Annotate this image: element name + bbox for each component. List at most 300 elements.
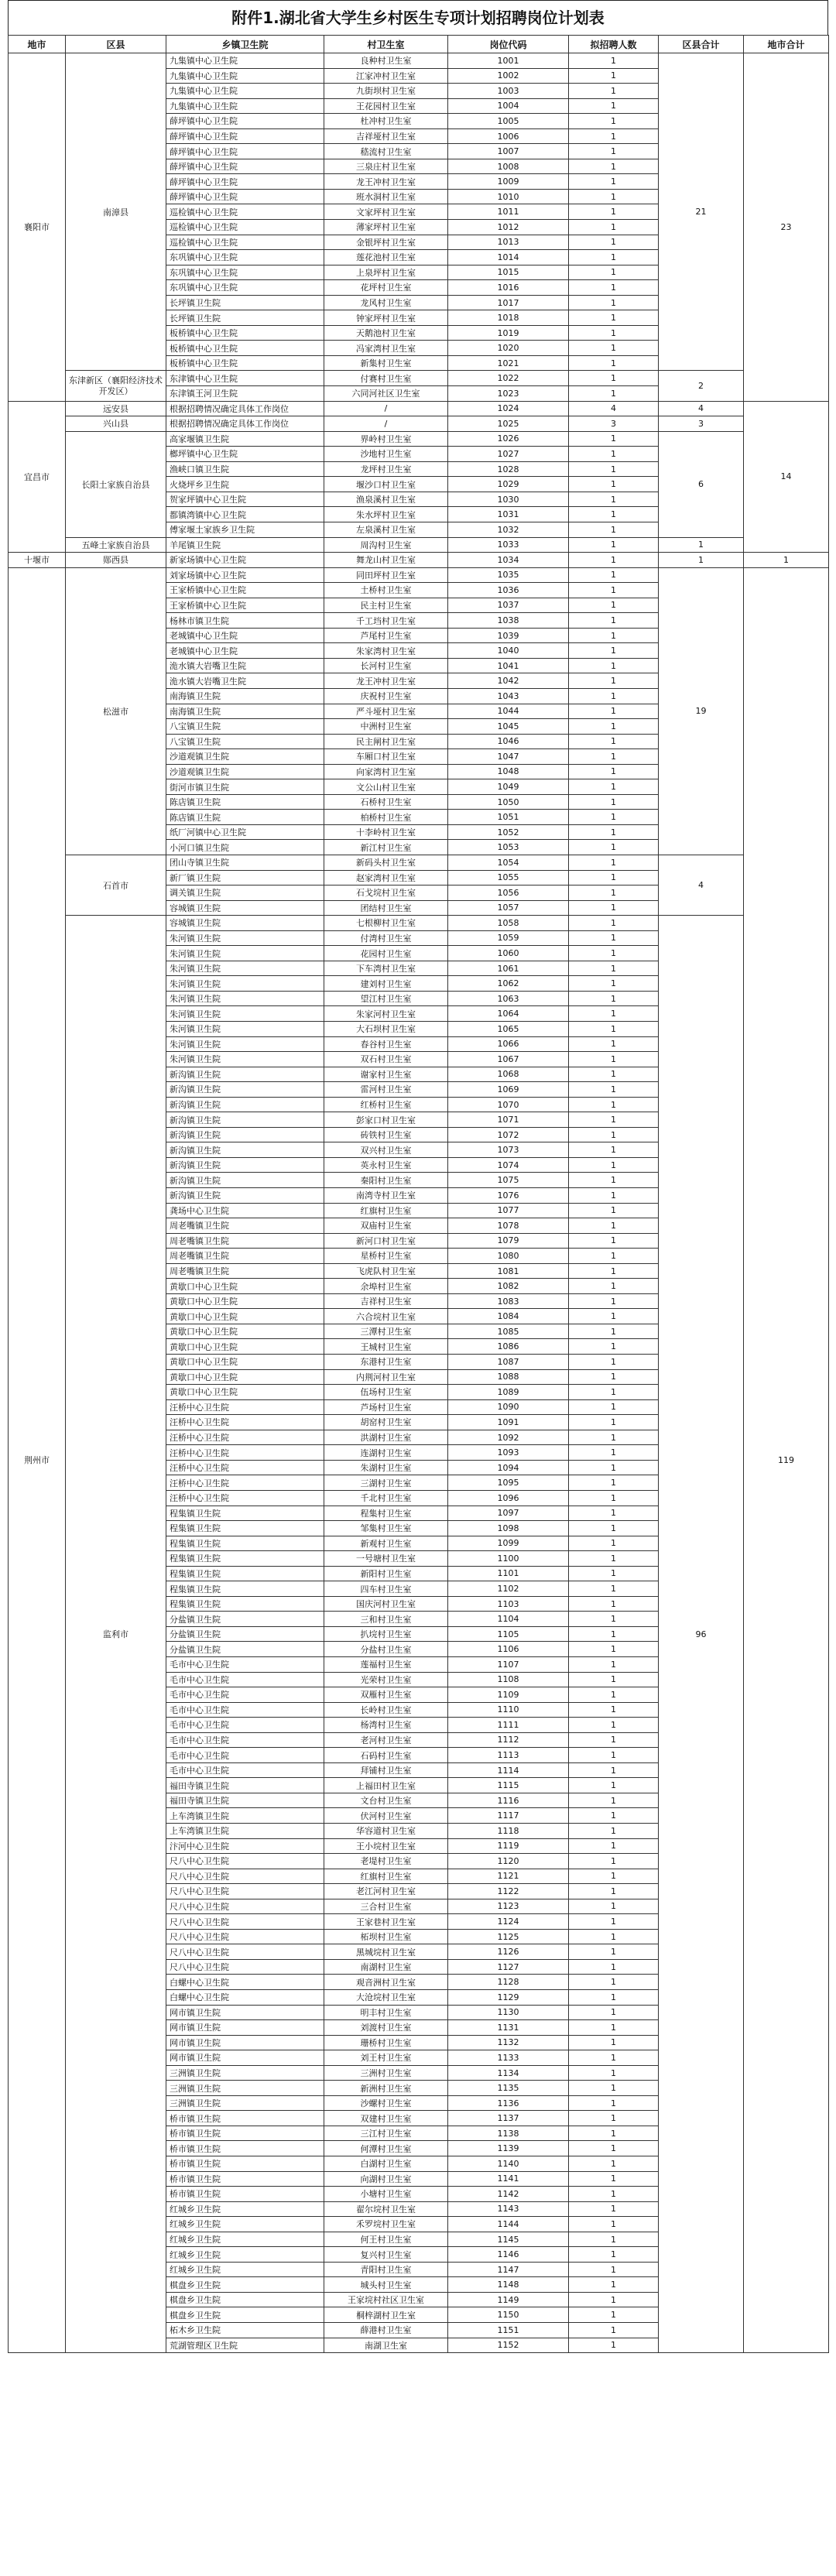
hire-count-cell: 1 [569,1279,659,1294]
township-cell: 程集镇卫生院 [166,1551,324,1567]
township-cell: 东巩镇中心卫生院 [166,265,324,280]
county-cell: 郧西县 [66,553,166,568]
recruitment-table [8,35,829,2353]
header-row [9,36,829,53]
township-cell: 白螺中心卫生院 [166,1975,324,1990]
hire-count-cell: 1 [569,567,659,583]
hire-count-cell: 1 [569,930,659,946]
village-clinic-cell: 观音洲村卫生室 [324,1975,448,1990]
village-clinic-cell: 朱湖村卫生室 [324,1460,448,1475]
post-code-cell: 1142 [448,2187,569,2202]
hire-count-cell: 1 [569,1036,659,1052]
hire-count-cell: 1 [569,1914,659,1930]
village-clinic-cell: 冯家湾村卫生室 [324,341,448,356]
township-cell: 巡检镇中心卫生院 [166,235,324,250]
village-clinic-cell: 龙王冲村卫生室 [324,673,448,689]
header-county-total: 区县合计 [659,36,744,53]
hire-count-cell: 1 [569,477,659,492]
village-clinic-cell: 珊桥村卫生室 [324,2035,448,2050]
hire-count-cell: 1 [569,628,659,643]
village-clinic-cell: 双建村卫生室 [324,2111,448,2126]
post-code-cell: 1070 [448,1097,569,1112]
township-cell: 黄歇口中心卫生院 [166,1339,324,1355]
village-clinic-cell: 砖铁村卫生室 [324,1127,448,1142]
township-cell: 新沟镇卫生院 [166,1112,324,1128]
township-cell: 薛坪镇中心卫生院 [166,159,324,174]
township-cell: 红城乡卫生院 [166,2247,324,2263]
township-cell: 老城镇中心卫生院 [166,628,324,643]
hire-count-cell: 1 [569,1793,659,1808]
hire-count-cell: 1 [569,355,659,371]
village-clinic-cell: 赵家湾村卫生室 [324,870,448,886]
post-code-cell: 1058 [448,916,569,931]
post-code-cell: 1056 [448,886,569,901]
hire-count-cell: 1 [569,2232,659,2247]
county-total-cell: 19 [659,567,744,855]
hire-count-cell: 1 [569,855,659,870]
post-code-cell: 1087 [448,1355,569,1370]
hire-count-cell: 1 [569,1990,659,2006]
hire-count-cell: 1 [569,1975,659,1990]
hire-count-cell: 1 [569,764,659,779]
post-code-cell: 1014 [448,250,569,265]
village-clinic-cell: 分盐村卫生室 [324,1642,448,1657]
village-clinic-cell: 程集村卫生室 [324,1506,448,1521]
hire-count-cell: 1 [569,1157,659,1173]
post-code-cell: 1016 [448,280,569,296]
hire-count-cell: 1 [569,1006,659,1022]
village-clinic-cell: 石码村卫生室 [324,1748,448,1763]
hire-count-cell: 1 [569,1506,659,1521]
hire-count-cell: 1 [569,2141,659,2156]
county-cell: 东津新区（襄阳经济技术开发区） [66,371,166,401]
village-clinic-cell: 明丰村卫生室 [324,2005,448,2020]
post-code-cell: 1128 [448,1975,569,1990]
document-title: 附件1.湖北省大学生乡村医生专项计划招聘岗位计划表 [8,0,828,35]
township-cell: 上车湾镇卫生院 [166,1823,324,1838]
post-code-cell: 1082 [448,1279,569,1294]
township-cell: 程集镇卫生院 [166,1581,324,1597]
hire-count-cell: 1 [569,734,659,749]
table-row [9,916,829,931]
header-city: 地市 [9,36,66,53]
village-clinic-cell: 中洲村卫生室 [324,719,448,735]
village-clinic-cell: 六同河社区卫生室 [324,386,448,402]
post-code-cell: 1131 [448,2020,569,2036]
post-code-cell: 1078 [448,1218,569,1234]
village-clinic-cell: 望江村卫生室 [324,991,448,1006]
village-clinic-cell: 一号塘村卫生室 [324,1551,448,1567]
hire-count-cell: 1 [569,2307,659,2323]
village-clinic-cell: 周沟村卫生室 [324,537,448,553]
township-cell: 周老嘴镇卫生院 [166,1249,324,1264]
village-clinic-cell: 英永村卫生室 [324,1157,448,1173]
township-cell: 棋盘乡卫生院 [166,2307,324,2323]
village-clinic-cell: 连湖村卫生室 [324,1445,448,1461]
hire-count-cell: 1 [569,946,659,961]
hire-count-cell: 1 [569,1854,659,1869]
township-cell: 毛市中心卫生院 [166,1718,324,1733]
post-code-cell: 1101 [448,1566,569,1581]
post-code-cell: 1145 [448,2232,569,2247]
hire-count-cell: 1 [569,1869,659,1884]
township-cell: 汪桥中心卫生院 [166,1430,324,1445]
hire-count-cell: 1 [569,1097,659,1112]
post-code-cell: 1001 [448,53,569,69]
post-code-cell: 1117 [448,1808,569,1824]
post-code-cell: 1150 [448,2307,569,2323]
village-clinic-cell: 同田坪村卫生室 [324,567,448,583]
township-cell: 新沟镇卫生院 [166,1173,324,1188]
village-clinic-cell: 伏河村卫生室 [324,1808,448,1824]
document-page [8,0,828,2353]
township-cell: 周老嘴镇卫生院 [166,1233,324,1249]
village-clinic-cell: 王小垸村卫生室 [324,1838,448,1854]
county-cell: 松滋市 [66,567,166,855]
hire-count-cell: 1 [569,976,659,992]
township-cell: 黄歇口中心卫生院 [166,1293,324,1309]
post-code-cell: 1095 [448,1475,569,1491]
post-code-cell: 1143 [448,2201,569,2217]
village-clinic-cell: 薛港村卫生室 [324,2323,448,2338]
township-cell: 板桥镇中心卫生院 [166,325,324,341]
county-cell: 南漳县 [66,53,166,371]
post-code-cell: 1089 [448,1385,569,1400]
township-cell: 九集镇中心卫生院 [166,68,324,84]
village-clinic-cell: 拜铺村卫生室 [324,1762,448,1778]
hire-count-cell: 1 [569,704,659,719]
table-row [9,553,829,568]
township-cell: 东巩镇中心卫生院 [166,250,324,265]
hire-count-cell: 1 [569,522,659,537]
post-code-cell: 1041 [448,658,569,673]
village-clinic-cell: 何王村卫生室 [324,2232,448,2247]
post-code-cell: 1028 [448,461,569,477]
post-code-cell: 1002 [448,68,569,84]
township-cell: 程集镇卫生院 [166,1566,324,1581]
hire-count-cell: 1 [569,1249,659,1264]
table-row [9,567,829,583]
village-clinic-cell: 三潭村卫生室 [324,1324,448,1339]
village-clinic-cell: 彭家口村卫生室 [324,1112,448,1128]
hire-count-cell: 1 [569,84,659,99]
post-code-cell: 1038 [448,613,569,629]
post-code-cell: 1137 [448,2111,569,2126]
village-clinic-cell: 小塘村卫生室 [324,2187,448,2202]
township-cell: 桥市镇卫生院 [166,2187,324,2202]
post-code-cell: 1040 [448,643,569,659]
post-code-cell: 1104 [448,1612,569,1627]
post-code-cell: 1109 [448,1687,569,1703]
village-clinic-cell: 庆祝村卫生室 [324,688,448,704]
post-code-cell: 1099 [448,1536,569,1551]
post-code-cell: 1042 [448,673,569,689]
village-clinic-cell: 钟家坪村卫生室 [324,310,448,326]
township-cell: 巡检镇中心卫生院 [166,220,324,235]
village-clinic-cell: 新观村卫生室 [324,1536,448,1551]
township-cell: 小河口镇卫生院 [166,840,324,855]
post-code-cell: 1090 [448,1399,569,1415]
village-clinic-cell: 土桥村卫生室 [324,583,448,598]
post-code-cell: 1022 [448,371,569,386]
village-clinic-cell: 南湖村卫生室 [324,1959,448,1975]
village-clinic-cell: 洪湖村卫生室 [324,1430,448,1445]
village-clinic-cell: 嵇流村卫生室 [324,144,448,159]
post-code-cell: 1116 [448,1793,569,1808]
village-clinic-cell: 王花园村卫生室 [324,98,448,114]
township-cell: 黄歇口中心卫生院 [166,1355,324,1370]
post-code-cell: 1144 [448,2217,569,2232]
city-total-cell: 23 [744,53,829,402]
post-code-cell: 1004 [448,98,569,114]
post-code-cell: 1133 [448,2050,569,2066]
hire-count-cell: 1 [569,719,659,735]
village-clinic-cell: 黑城垸村卫生室 [324,1944,448,1960]
post-code-cell: 1049 [448,779,569,795]
village-clinic-cell: 扒垸村卫生室 [324,1626,448,1642]
village-clinic-cell: 舞龙山村卫生室 [324,553,448,568]
post-code-cell: 1129 [448,1990,569,2006]
township-cell: 巡检镇中心卫生院 [166,204,324,220]
post-code-cell: 1063 [448,991,569,1006]
hire-count-cell: 1 [569,1355,659,1370]
post-code-cell: 1034 [448,553,569,568]
village-clinic-cell: 双雁村卫生室 [324,1687,448,1703]
post-code-cell: 1132 [448,2035,569,2050]
county-total-cell: 1 [659,553,744,568]
township-cell: 朱河镇卫生院 [166,930,324,946]
post-code-cell: 1023 [448,386,569,402]
township-cell: 薛坪镇中心卫生院 [166,114,324,129]
post-code-cell: 1147 [448,2262,569,2277]
city-cell: 襄阳市 [9,53,66,402]
township-cell: 黄歇口中心卫生院 [166,1279,324,1294]
village-clinic-cell: 班水洞村卫生室 [324,189,448,204]
county-cell: 五峰土家族自治县 [66,537,166,553]
village-clinic-cell: 吉祥垭村卫生室 [324,128,448,144]
hire-count-cell: 1 [569,431,659,447]
hire-count-cell: 1 [569,1642,659,1657]
hire-count-cell: 1 [569,2323,659,2338]
post-code-cell: 1106 [448,1642,569,1657]
hire-count-cell: 1 [569,537,659,553]
township-cell: 根据招聘情况确定具体工作岗位 [166,416,324,432]
hire-count-cell: 1 [569,1551,659,1567]
hire-count-cell: 1 [569,325,659,341]
township-cell: 王家桥镇中心卫生院 [166,598,324,613]
village-clinic-cell: 红桥村卫生室 [324,1097,448,1112]
township-cell: 八宝镇卫生院 [166,734,324,749]
hire-count-cell: 1 [569,1067,659,1082]
township-cell: 新沟镇卫生院 [166,1097,324,1112]
township-cell: 网市镇卫生院 [166,2035,324,2050]
village-clinic-cell: 花坪村卫生室 [324,280,448,296]
township-cell: 陈店镇卫生院 [166,794,324,810]
village-clinic-cell: 新集村卫生室 [324,355,448,371]
village-clinic-cell: 新洲村卫生室 [324,2081,448,2096]
village-clinic-cell: 红旗村卫生室 [324,1203,448,1218]
township-cell: 黄歇口中心卫生院 [166,1309,324,1324]
township-cell: 网市镇卫生院 [166,2020,324,2036]
post-code-cell: 1054 [448,855,569,870]
township-cell: 长坪镇卫生院 [166,310,324,326]
hire-count-cell: 1 [569,265,659,280]
township-cell: 王家桥镇中心卫生院 [166,583,324,598]
hire-count-cell: 1 [569,1293,659,1309]
county-total-cell: 96 [659,916,744,2353]
township-cell: 福田寺镇卫生院 [166,1793,324,1808]
village-clinic-cell: 芦场村卫生室 [324,1399,448,1415]
post-code-cell: 1088 [448,1369,569,1385]
township-cell: 南海镇卫生院 [166,688,324,704]
township-cell: 都镇湾镇中心卫生院 [166,507,324,522]
post-code-cell: 1108 [448,1672,569,1687]
hire-count-cell: 1 [569,280,659,296]
township-cell: 调关镇卫生院 [166,886,324,901]
hire-count-cell: 1 [569,1052,659,1067]
hire-count-cell: 1 [569,2156,659,2172]
township-cell: 三洲镇卫生院 [166,2065,324,2081]
township-cell: 朱河镇卫生院 [166,1006,324,1022]
township-cell: 容城镇卫生院 [166,916,324,931]
hire-count-cell: 1 [569,189,659,204]
village-clinic-cell: 光荣村卫生室 [324,1672,448,1687]
township-cell: 新家场镇中心卫生院 [166,553,324,568]
post-code-cell: 1068 [448,1067,569,1082]
township-cell: 朱河镇卫生院 [166,976,324,992]
post-code-cell: 1067 [448,1052,569,1067]
hire-count-cell: 1 [569,2201,659,2217]
village-clinic-cell: 三泉庄村卫生室 [324,159,448,174]
village-clinic-cell: 堰沙口村卫生室 [324,477,448,492]
post-code-cell: 1003 [448,84,569,99]
township-cell: 黄歇口中心卫生院 [166,1369,324,1385]
post-code-cell: 1037 [448,598,569,613]
post-code-cell: 1140 [448,2156,569,2172]
hire-count-cell: 1 [569,341,659,356]
township-cell: 福田寺镇卫生院 [166,1778,324,1793]
hire-count-cell: 1 [569,1762,659,1778]
village-clinic-cell: 向湖村卫生室 [324,2171,448,2187]
post-code-cell: 1124 [448,1914,569,1930]
village-clinic-cell: 双石村卫生室 [324,1052,448,1067]
township-cell: 薛坪镇中心卫生院 [166,144,324,159]
township-cell: 周老嘴镇卫生院 [166,1263,324,1279]
county-total-cell: 3 [659,416,744,432]
village-clinic-cell: 文台村卫生室 [324,1793,448,1808]
hire-count-cell: 1 [569,1884,659,1899]
village-clinic-cell: 新江村卫生室 [324,840,448,855]
village-clinic-cell: 朱水坪村卫生室 [324,507,448,522]
village-clinic-cell: 大石坝村卫生室 [324,1022,448,1037]
village-clinic-cell: 左泉溪村卫生室 [324,522,448,537]
village-clinic-cell: 莲花池村卫生室 [324,250,448,265]
post-code-cell: 1032 [448,522,569,537]
township-cell: 上车湾镇卫生院 [166,1808,324,1824]
post-code-cell: 1113 [448,1748,569,1763]
township-cell: 沙道观镇卫生院 [166,749,324,765]
village-clinic-cell: 沙螺村卫生室 [324,2095,448,2111]
village-clinic-cell: 新阳村卫生室 [324,1566,448,1581]
township-cell: 毛市中心卫生院 [166,1762,324,1778]
village-clinic-cell: 千北村卫生室 [324,1490,448,1506]
village-clinic-cell: 天鹅池村卫生室 [324,325,448,341]
township-cell: 新沟镇卫生院 [166,1127,324,1142]
post-code-cell: 1011 [448,204,569,220]
township-cell: 洈水镇大岩嘴卫生院 [166,673,324,689]
post-code-cell: 1029 [448,477,569,492]
township-cell: 九集镇中心卫生院 [166,53,324,69]
hire-count-cell: 1 [569,1778,659,1793]
village-clinic-cell: 渔泉溪村卫生室 [324,492,448,507]
county-total-cell: 21 [659,53,744,371]
county-cell: 监利市 [66,916,166,2353]
township-cell: 尺八中心卫生院 [166,1959,324,1975]
table-row [9,416,829,432]
post-code-cell: 1010 [448,189,569,204]
hire-count-cell: 1 [569,1309,659,1324]
hire-count-cell: 1 [569,553,659,568]
township-cell: 汪桥中心卫生院 [166,1415,324,1430]
hire-count-cell: 1 [569,250,659,265]
post-code-cell: 1061 [448,961,569,976]
township-cell: 板桥镇中心卫生院 [166,355,324,371]
post-code-cell: 1066 [448,1036,569,1052]
post-code-cell: 1073 [448,1142,569,1158]
township-cell: 分盐镇卫生院 [166,1612,324,1627]
township-cell: 桥市镇卫生院 [166,2126,324,2141]
township-cell: 分盐镇卫生院 [166,1642,324,1657]
village-clinic-cell: 老河村卫生室 [324,1732,448,1748]
hire-count-cell: 1 [569,68,659,84]
hire-count-cell: 1 [569,1702,659,1718]
village-clinic-cell: 朱家湾村卫生室 [324,643,448,659]
post-code-cell: 1020 [448,341,569,356]
hire-count-cell: 1 [569,991,659,1006]
post-code-cell: 1105 [448,1626,569,1642]
village-clinic-cell: 国庆河村卫生室 [324,1596,448,1612]
header-county: 区县 [66,36,166,53]
village-clinic-cell: 文家坪村卫生室 [324,204,448,220]
village-clinic-cell: 刘渡村卫生室 [324,2020,448,2036]
village-clinic-cell: 南湖卫生室 [324,2338,448,2353]
post-code-cell: 1005 [448,114,569,129]
city-cell: 十堰市 [9,553,66,568]
township-cell: 新沟镇卫生院 [166,1142,324,1158]
township-cell: 榔坪镇中心卫生院 [166,447,324,462]
village-clinic-cell: 金银坪村卫生室 [324,235,448,250]
township-cell: 尺八中心卫生院 [166,1899,324,1914]
hire-count-cell: 1 [569,492,659,507]
header-hire-count: 拟招聘人数 [569,36,659,53]
township-cell: 火烧坪乡卫生院 [166,477,324,492]
post-code-cell: 1064 [448,1006,569,1022]
hire-count-cell: 1 [569,128,659,144]
post-code-cell: 1146 [448,2247,569,2263]
post-code-cell: 1039 [448,628,569,643]
village-clinic-cell: 杜冲村卫生室 [324,114,448,129]
post-code-cell: 1007 [448,144,569,159]
village-clinic-cell: 上泉坪村卫生室 [324,265,448,280]
post-code-cell: 1065 [448,1022,569,1037]
township-cell: 尺八中心卫生院 [166,1884,324,1899]
township-cell: 尺八中心卫生院 [166,1929,324,1944]
village-clinic-cell: 七根柳村卫生室 [324,916,448,931]
township-cell: 黄歇口中心卫生院 [166,1324,324,1339]
township-cell: 沙道观镇卫生院 [166,764,324,779]
hire-count-cell: 1 [569,2277,659,2293]
village-clinic-cell: 九街坝村卫生室 [324,84,448,99]
